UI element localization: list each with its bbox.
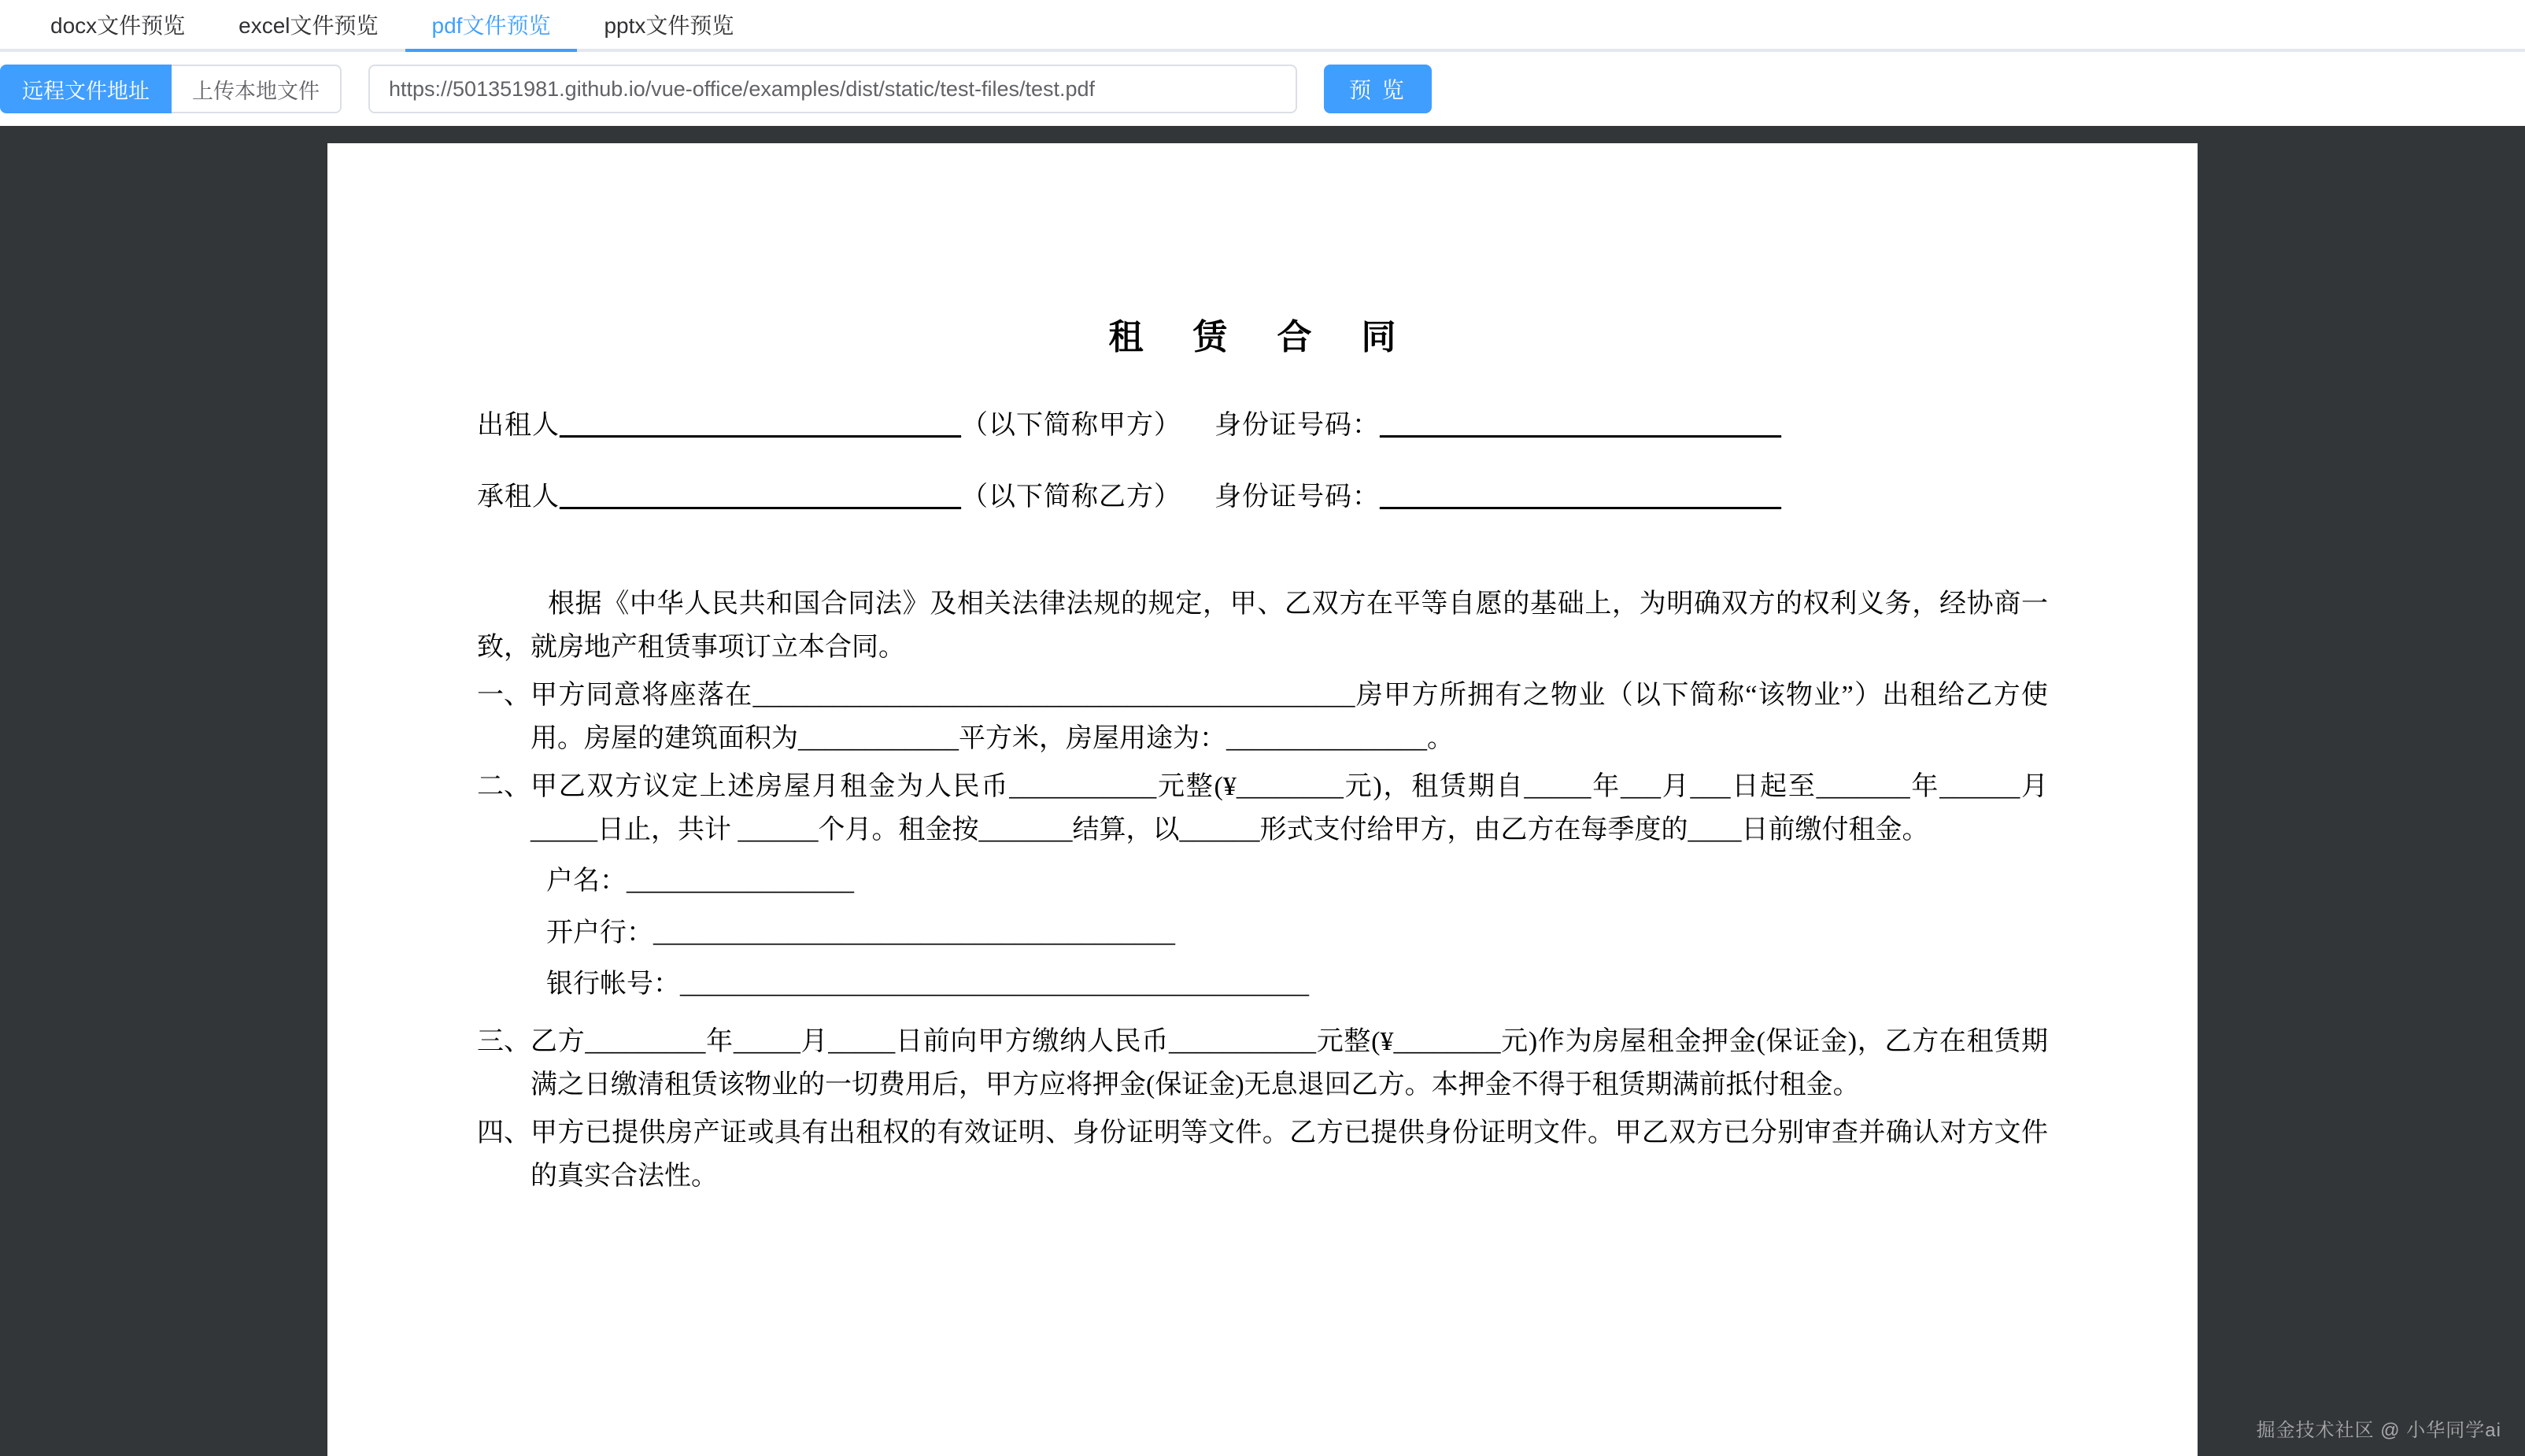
clause-4 (477, 1111, 2048, 1198)
lessee-id-blank: ______________________________ (1380, 482, 1781, 512)
bank-branch-line: 开户行：_______________________________________ (546, 918, 1175, 948)
tab-pdf-preview[interactable] (405, 0, 578, 49)
source-mode-switch (0, 65, 342, 113)
tab-excel-preview[interactable] (212, 0, 405, 49)
lessor-label: 出租人 (477, 411, 560, 440)
clause-3-number: 三、 (477, 1026, 531, 1056)
clause-2-text: 甲乙双方议定上述房屋月租金为人民币___________元整(¥________元)，租赁期自_____年___月___日起至_______年______月_____日止，共计 ______个月。租金按_______结算，以______形式支付给甲方，由乙方在每季度的____日前缴付租金。 (531, 772, 2048, 845)
tab-label: pdf文件预览 (431, 13, 551, 38)
lessee-label: 承租人 (477, 482, 560, 512)
pdf-viewer-area[interactable] (0, 126, 2525, 1456)
watermark-text: 掘金技术社区 @ 小华同学ai (2256, 1420, 2501, 1441)
upload-local-file-button[interactable] (172, 65, 342, 113)
contract-preamble: 根据《中华人民共和国合同法》及相关法律法规的规定，甲、乙双方在平等自愿的基础上，为明确双方的权利义务，经协商一致，就房地产租赁事项订立本合同。 (477, 589, 2048, 663)
tab-label: excel文件预览 (238, 13, 379, 38)
lessor-id-label: 身份证号码： (1214, 411, 1380, 440)
tab-pptx-preview[interactable] (577, 0, 760, 49)
lessee-note: （以下简称乙方） (961, 482, 1181, 512)
pdf-page-1 (327, 143, 2198, 1456)
bank-number-line: 银行帐号：_______________________________________________ (546, 969, 1309, 999)
lessee-name-blank: ______________________________ (560, 482, 961, 512)
preview-type-tabbar (0, 0, 2525, 52)
clause-1 (477, 674, 2048, 760)
lessee-line (477, 475, 2048, 513)
lessor-id-blank: ______________________________ (1380, 411, 1781, 440)
clause-2 (477, 765, 2048, 852)
clause-1-number: 一、 (477, 681, 531, 711)
upload-local-file-label: 上传本地文件 (192, 79, 320, 103)
file-source-toolbar (0, 52, 2525, 126)
clause-3-text: 乙方_________年_____月_____日前向甲方缴纳人民币___________元整(¥________元)作为房屋租金押金(保证金)，乙方在租赁期满之日缴清租赁该物业的一切费用后，甲方应将押金(保证金)无息退回乙方。本押金不得于租赁期满前抵付租金。 (531, 1026, 2048, 1099)
preview-button-label: 预 览 (1349, 78, 1407, 102)
remote-url-mode-label: 远程文件地址 (22, 79, 150, 103)
contract-title: 租 赁 合 同 (1108, 318, 1417, 357)
clause-4-text: 甲方已提供房产证或具有出租权的有效证明、身份证明等文件。乙方已提供身份证明文件。甲乙双方已分别审查并确认对方文件的真实合法性。 (531, 1118, 2048, 1191)
tab-label: pptx文件预览 (604, 13, 734, 38)
lessee-id-label: 身份证号码： (1214, 482, 1380, 512)
tab-label: docx文件预览 (50, 13, 186, 38)
remote-url-mode-button[interactable] (0, 65, 172, 113)
file-url-input[interactable] (368, 65, 1297, 113)
clause-1-text: 甲方同意将座落在_____________________________________________房甲方所拥有之物业（以下简称“该物业”）出租给乙方使用。房屋的建筑面积为____________平方米，房屋用途为：_______________。 (531, 681, 2048, 754)
clause-2-number: 二、 (477, 772, 531, 802)
clause-3 (477, 1020, 2048, 1107)
lessor-note: （以下简称甲方） (961, 411, 1181, 440)
clause-4-number: 四、 (477, 1118, 531, 1147)
bank-account-name-line: 户名：_________________ (546, 867, 854, 896)
lessor-line (477, 403, 2048, 442)
preview-button[interactable] (1324, 65, 1432, 113)
tab-docx-preview[interactable] (24, 0, 212, 49)
lessor-name-blank: ______________________________ (560, 411, 961, 440)
file-url-field-wrap (368, 65, 1297, 113)
